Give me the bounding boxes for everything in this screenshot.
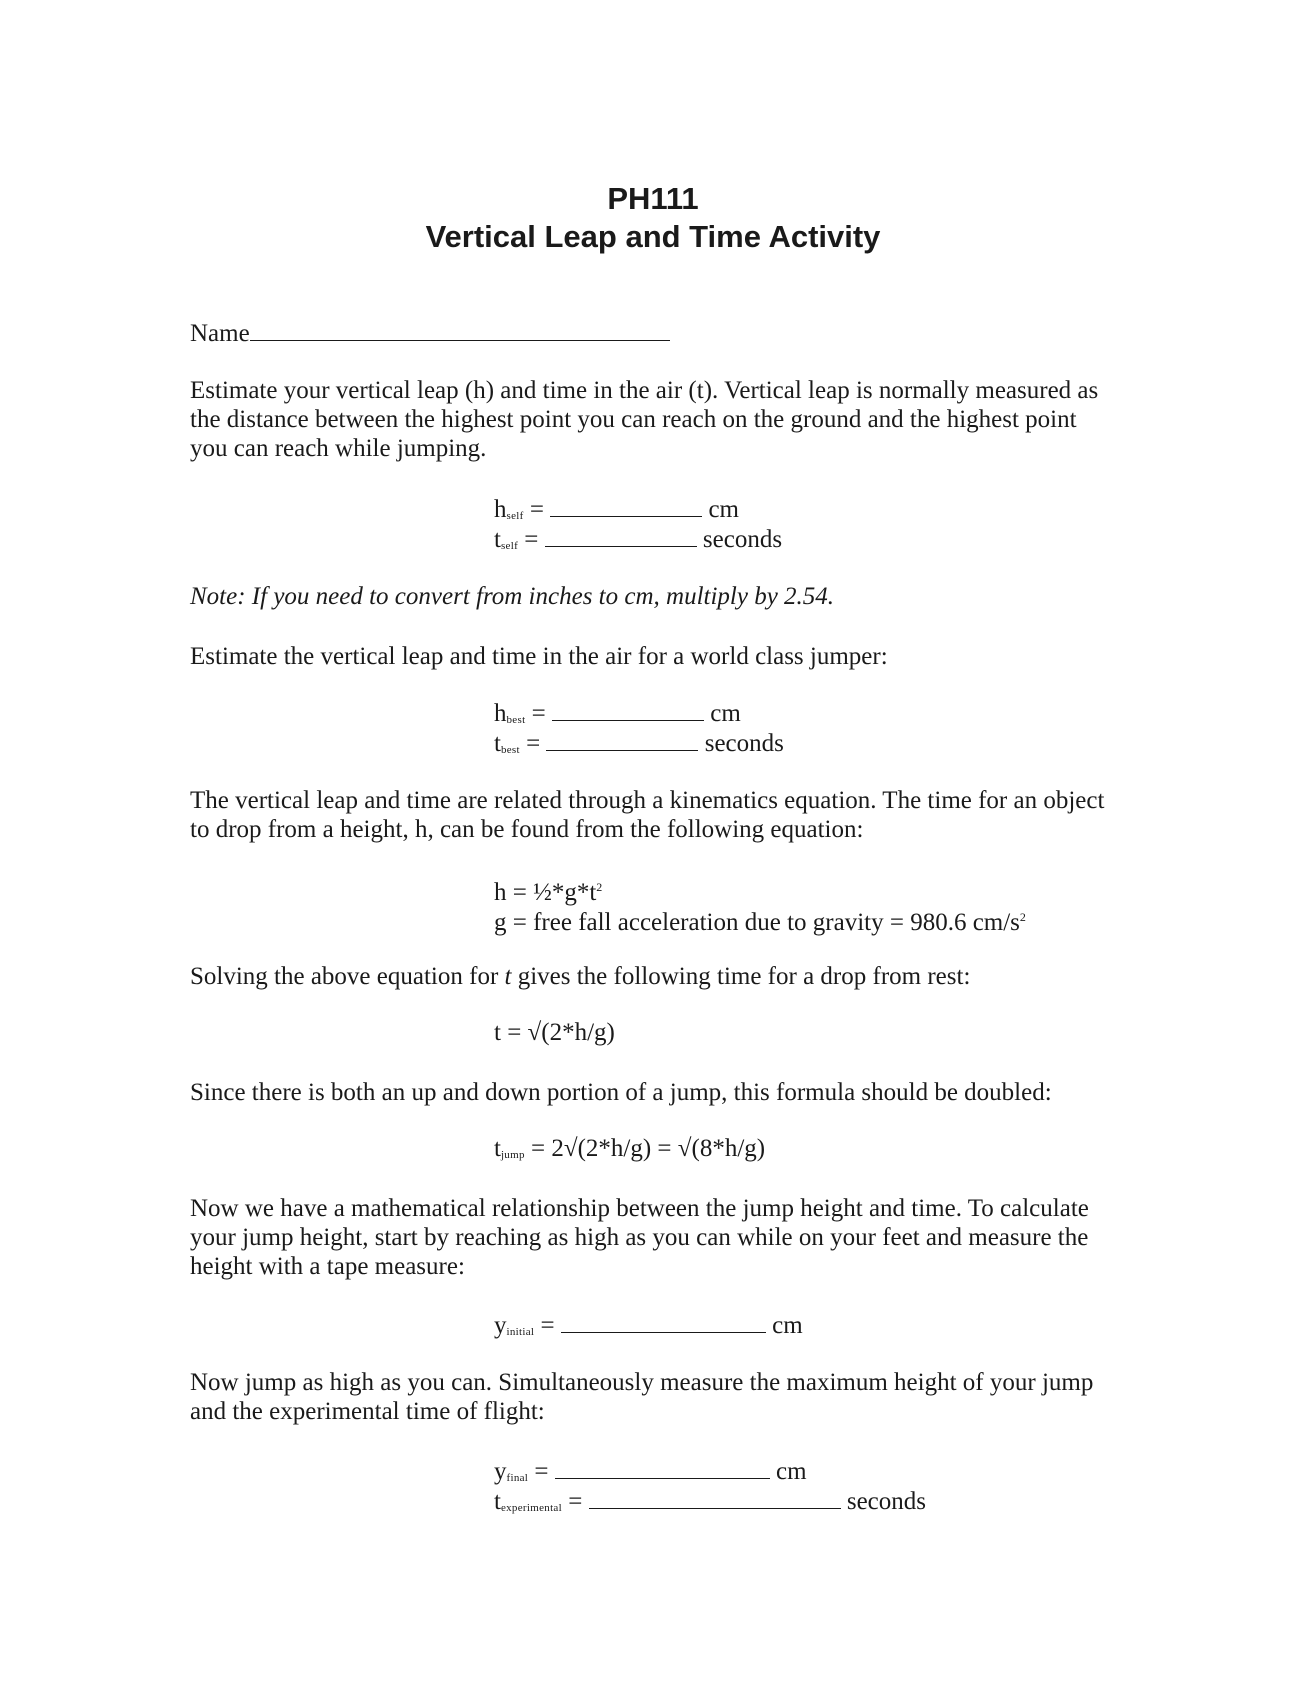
y-final-blank[interactable] xyxy=(555,1456,770,1479)
name-field[interactable] xyxy=(190,318,670,349)
h-self-row: $h_{self}$ = cm xyxy=(494,496,739,523)
y-initial-blank[interactable] xyxy=(561,1310,766,1333)
h-best-row: $h_{best}$ = cm xyxy=(494,700,741,727)
t-experimental-blank[interactable] xyxy=(589,1486,841,1509)
name-blank[interactable] xyxy=(250,318,670,341)
jump-paragraph: Now jump as high as you can. Simultaneously measure the maximum height of your jump and the experimental time of flight: xyxy=(190,1369,1094,1425)
solve-paragraph: Solving the above equation for t gives the following time for a drop from rest: xyxy=(190,963,971,990)
equation-height: $h = \frac{1}{2}*g*t^2$ xyxy=(494,879,603,906)
intro-paragraph: Estimate your vertical leap (h) and time in the air (t). Vertical leap is normally measured as the distance between the highest point you can reach on the ground and the highest point you can reach while jumping. xyxy=(190,377,1099,462)
course-code: PH111 xyxy=(607,181,699,216)
equation-time: t = √(2*h/g) xyxy=(494,1019,615,1046)
name-label: Name xyxy=(190,320,250,347)
t-best-blank[interactable] xyxy=(546,728,698,751)
h-best-blank[interactable] xyxy=(552,698,704,721)
equation-jump-time: $t_{jump} = 2√(2*h/g) = √(8*h/g)$ xyxy=(494,1135,766,1162)
conversion-note: Note: If you need to convert from inches to cm, multiply by 2.54. xyxy=(190,583,835,610)
y-final-row: $y_{final}$ = cm xyxy=(494,1458,807,1485)
equation-gravity: g = free fall acceleration due to gravity = 980.6 $cm/s^2$ xyxy=(494,909,1026,936)
t-self-blank[interactable] xyxy=(545,524,697,547)
page-title: Vertical Leap and Time Activity xyxy=(425,219,881,254)
measure-paragraph: Now we have a mathematical relationship between the jump height and time. To calculate your jump height, start by reaching as high as you can while on your feet and measure the height with a tape measure: xyxy=(190,1195,1089,1280)
y-initial-row: $y_{initial}$ = cm xyxy=(494,1312,803,1339)
kinematics-intro: The vertical leap and time are related through a kinematics equation. The time for an object to drop from a height, h, can be found from the following equation: xyxy=(190,787,1105,843)
t-experimental-row: $t_{experimental}$ = seconds xyxy=(494,1488,926,1515)
world-class-intro: Estimate the vertical leap and time in the air for a world class jumper: xyxy=(190,643,888,670)
h-self-blank[interactable] xyxy=(550,494,702,517)
t-best-row: $t_{best}$ = seconds xyxy=(494,730,784,757)
t-self-row: $t_{self}$ = seconds xyxy=(494,526,783,553)
double-paragraph: Since there is both an up and down portion of a jump, this formula should be doubled: xyxy=(190,1079,1052,1106)
